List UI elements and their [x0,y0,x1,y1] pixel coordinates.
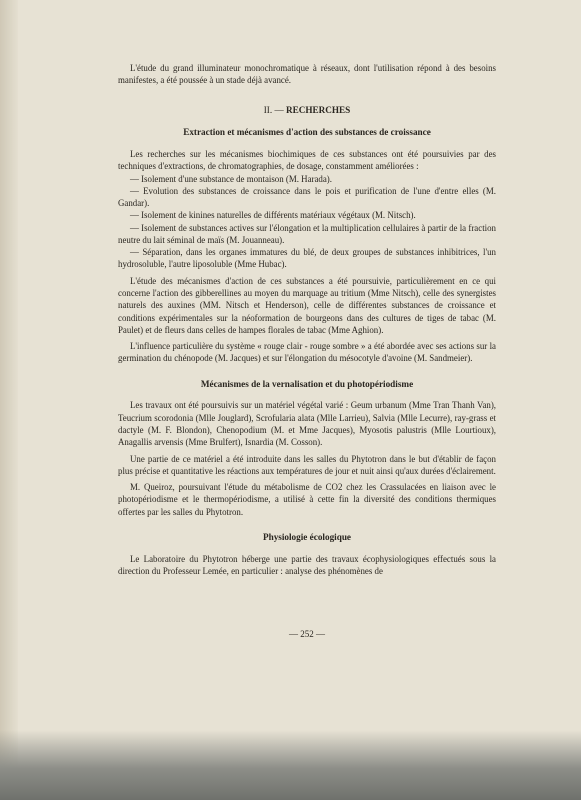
scan-margin-shadow [0,0,18,800]
intro-paragraph: L'étude du grand illuminateur monochromatique à réseaux, dont l'utilisation répond à des besoins manifestes, a été poussée à un stade déjà avancé. [118,63,496,86]
part-heading [118,104,496,117]
list-item: — Séparation, dans les organes immatures du blé, de deux groupes de substances inhibitrices, l'un hydrosoluble, l'autre liposoluble (Mme Hubac). [118,247,496,270]
list-item: — Isolement d'une substance de montaison (M. Harada). [130,173,332,184]
section-title-physiologie: Physiologie écologique [262,531,352,542]
part-title: RECHERCHES [285,104,351,115]
list-item: — Isolement de kinines naturelles de différents matériaux végétaux (M. Nitsch). [130,210,416,221]
scan-bottom-shadow [0,730,581,800]
paragraph: Le Laboratoire du Phytotron héberge une partie des travaux écophysiologiques effectués sous la direction du Professeur Lemée, en particulier : analyse des phénomènes de [118,553,496,576]
part-number: II. — [263,104,284,115]
list-item: — Isolement de substances actives sur l'élongation et la multiplication cellulaires à partir de la fraction neutre du lait séminal de maïs (M. Jouanneau). [118,222,496,245]
paragraph: L'étude des mécanismes d'action de ces substances a été poursuivie, particulièrement en ce qui concerne l'action des gibberellines au moyen du marquage au tritium (Mme Nitsch), celle des synergistes naturels des auxines (MM. Nitsch et Henderson), celle de différentes substances de croissance et conditions expérimentales sur la néoformation de bourgeons dans des cultures de tiges de tabac (M. Paulet) et de fleurs dans celles de hampes florales de tabac (Mme Aghion). [118,275,496,335]
paragraph: M. Queiroz, poursuivant l'étude du métabolisme de CO2 chez les Crassulacées en liaison avec le photopériodisme et le thermopériodisme, a utilisé à cette fin la diversité des conditions thermiques offertes par les salles du Phytotron. [118,482,496,517]
paragraph: Les recherches sur les mécanismes biochimiques de ces substances ont été poursuivies par des techniques d'extractions, de chromatographies, de dosage, constamment améliorées : [118,148,496,172]
page-number: — 252 — [289,629,325,639]
paragraph: Les travaux ont été poursuivis sur un matériel végétal varié : Geum urbanum (Mme Tran Thanh Van), Teucrium scorodonia (Mlle Jouglard), Scrofularia alata (Mlle Larrieu), Salvia (Mlle Lecurre), ray-grass et dactyle (M. F. Blondon), Chenopodium (M. et Mme Jacques), Myosotis palustris (Mlle Lourtioux), Anagallis arvensis (Mme Brulfert), Isnardia (M. Cosson). [118,400,496,448]
section-title-vernalisation: Mécanismes de la vernalisation et du photopériodisme [200,378,414,389]
section-title-extraction: Extraction et mécanismes d'action des substances de croissance [183,127,431,138]
page-body [118,62,496,577]
paragraph: L'influence particulière du système « rouge clair - rouge sombre » a été abordée avec ses actions sur la germination du chénopode (M. Jacques) et sur l'élongation du mésocotyle d'avoine (M. Sandmeier). [118,341,496,364]
paragraph: Une partie de ce matériel a été introduite dans les salles du Phytotron dans le but d'établir de façon plus précise et quantitative les réactions aux températures de jour et nuit ainsi qu'aux durées d'éclairement. [118,453,496,476]
list-item: — Evolution des substances de croissance dans le pois et purification de l'une d'entre elles (M. Gandar). [118,185,496,209]
